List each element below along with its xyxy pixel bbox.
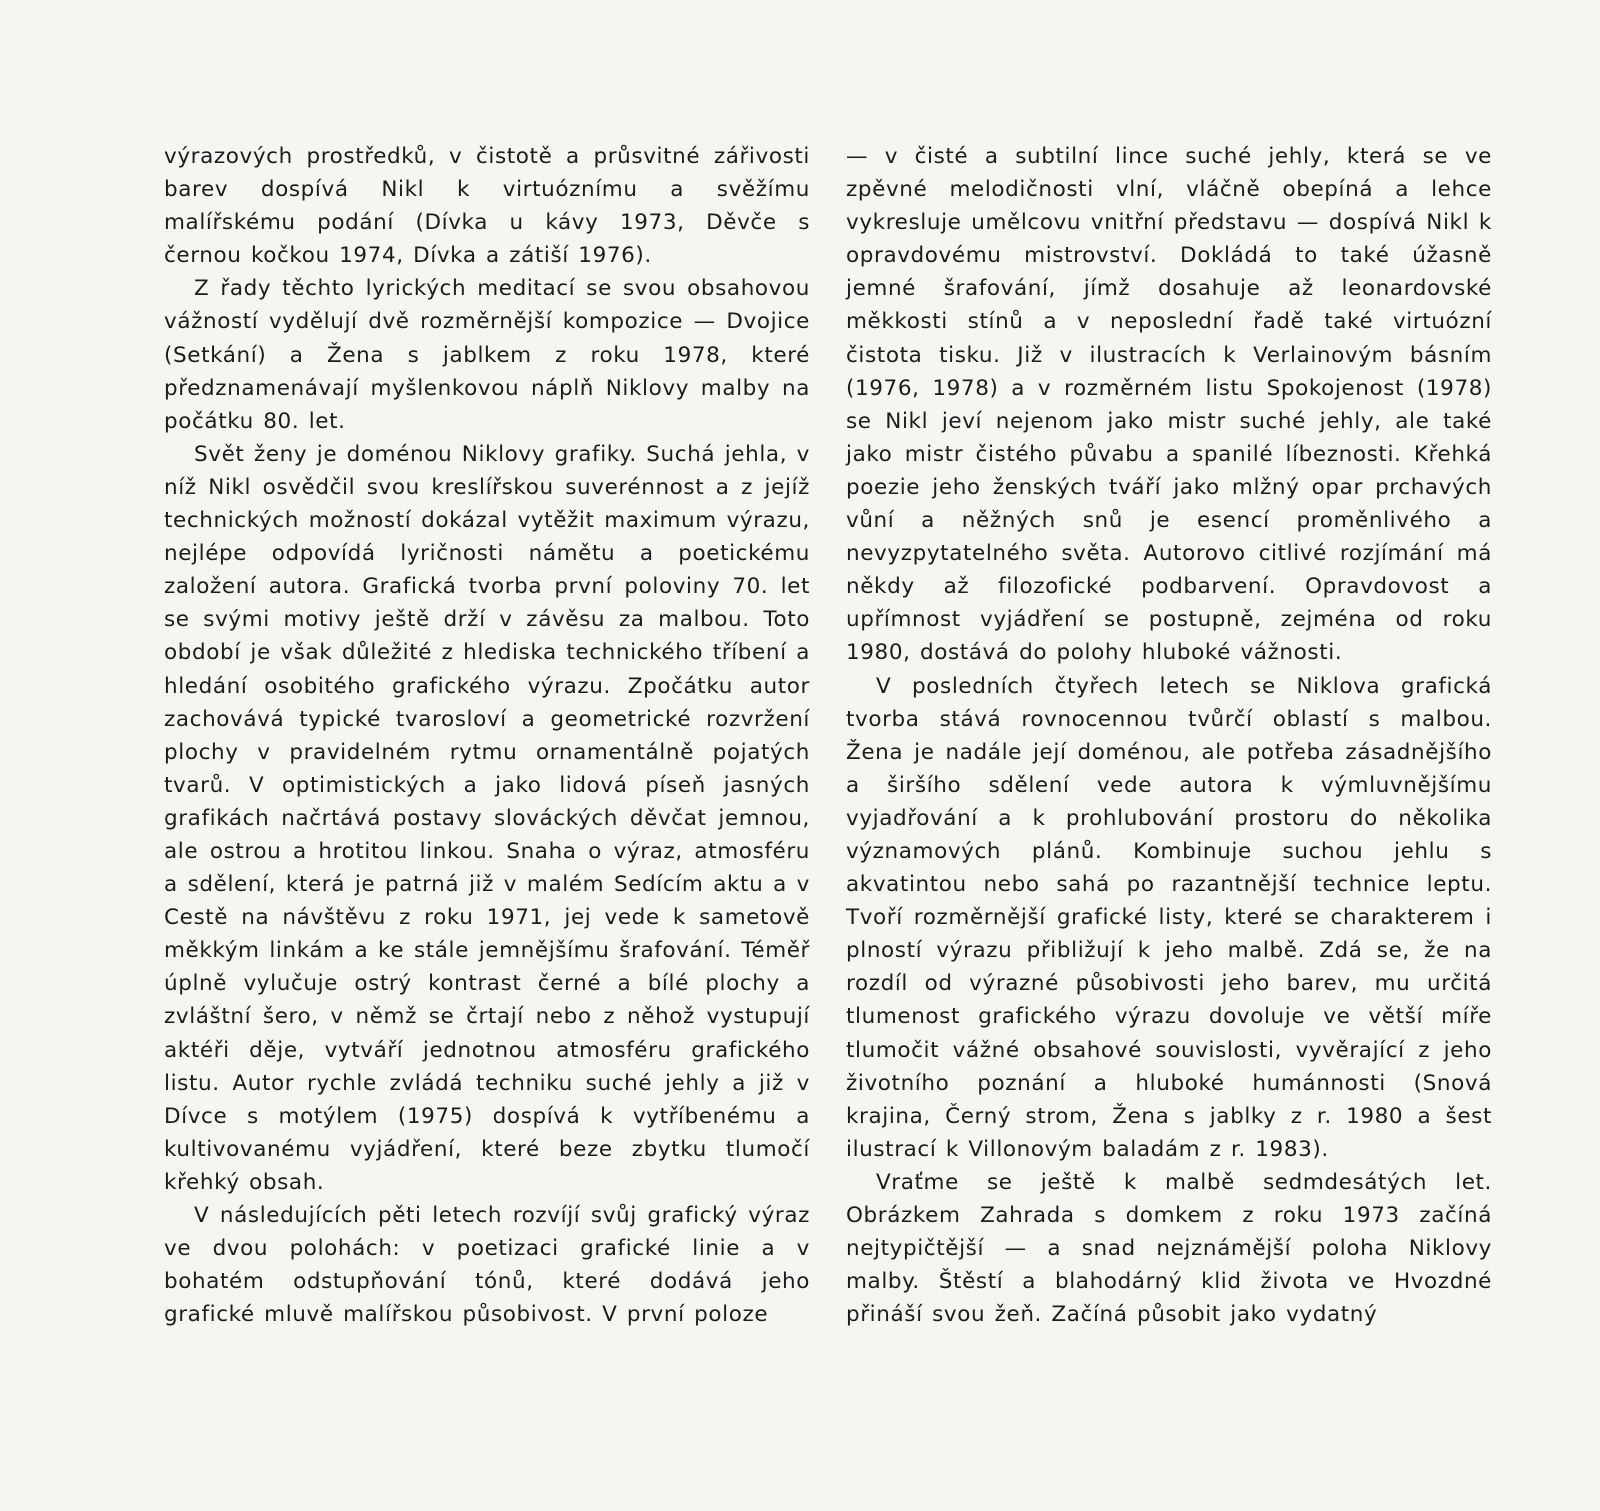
paragraph: Z řady těchto lyrických meditací se svou obsahovou vážností vydělují dvě rozměrnější kompozice — Dvojice (Setkání) a Žena s jablkem z roku 1978, které předznamenávají myšlenkovou náplň Niklovy malby na počátku 80. let.	[164, 276, 810, 434]
paragraph: — v čisté a subtilní lince suché jehly, která se ve zpěvné melodičnosti vlní, vláčně obepíná a lehce vykresluje umělcovu vnitřní představu — dospívá Nikl k opravdovému mistrovství. Dokládá to také úžasně jemné šrafování, jímž dosahuje až leonardovské měkkosti stínů a v neposlední řadě také virtuózní čistota tisku. Již v ilustracích k Verlainovým básním (1976, 1978) a v rozměrném listu Spokojenost (1978) se Nikl jeví nejenom jako mistr suché jehly, ale také jako mistr čistého půvabu a spanilé líbeznosti. Křehká poezie jeho ženských tváří jako mlžný opar prchavých vůní a něžných snů je esencí proměnlivého a nevyzpytatelného světa. Autorovo citlivé rozjímání má někdy až filozofické podbarvení. Opravdovost a upřímnost vyjádření se postupně, zejména od roku 1980, dostává do polohy hluboké vážnosti.	[846, 144, 1492, 666]
paragraph: V následujících pěti letech rozvíjí svůj grafický výraz ve dvou polohách: v poetizaci grafické linie a v bohatém odstupňování tónů, které dodává jeho grafické mluvě malířskou působivost. V první poloze	[164, 1203, 810, 1328]
paragraph: Svět ženy je doménou Niklovy grafiky. Suchá jehla, v níž Nikl osvědčil svou kreslířskou suverénnost a z jejíž technických možností dokázal vytěžit maximum výrazu, nejlépe odpovídá lyričnosti námětu a poetickému založení autora. Grafická tvorba první poloviny 70. let se svými motivy ještě drží v závěsu za malbou. Toto období je však důležité z hlediska technického tříbení a hledání osobitého grafického výrazu. Zpočátku autor zachovává typické tvarosloví a geometrické rozvržení plochy v pravidelném rytmu ornamentálně pojatých tvarů. V optimistických a jako lidová píseň jasných grafikách načrtává postavy slováckých děvčat jemnou, ale ostrou a hrotitou linkou. Snaha o výraz, atmosféru a sdělení, která je patrná již v malém Sedícím aktu a v Cestě na návštěvu z roku 1971, jej vede k sametově měkkým linkám a ke stále jemnějšímu šrafování. Téměř úplně vylučuje ostrý kontrast černé a bílé plochy a zvláštní šero, v němž se črtají nebo z něhož vystupují aktéři děje, vytváří jednotnou atmosféru grafického listu. Autor rychle zvládá techniku suché jehly a již v Dívce s motýlem (1975) dospívá k vytříbenému a kultivovanému vyjádření, které beze zbytku tlumočí křehký obsah.	[164, 441, 810, 1195]
paragraph: výrazových prostředků, v čistotě a průsvitné zářivosti barev dospívá Nikl k virtuóznímu a svěžímu malířskému podání (Dívka u kávy 1973, Děvče s černou kočkou 1974, Dívka a zátiší 1976).	[164, 144, 810, 269]
paragraph: Vraťme se ještě k malbě sedmdesátých let. Obrázkem Zahrada s domkem z roku 1973 začíná nejtypičtější — a snad nejznámější poloha Niklovy malby. Štěstí a blahodárný klid života ve Hvozdné přináší svou žeň. Začíná působit jako vydatný	[846, 1169, 1492, 1328]
text-column-right	[846, 140, 1492, 1331]
text-column-left	[164, 140, 810, 1331]
paragraph: V posledních čtyřech letech se Niklova grafická tvorba stává rovnocennou tvůrčí oblastí s malbou. Žena je nadále její doménou, ale potřeba zásadnějšího a širšího sdělení vede autora k výmluvnějšímu vyjadřování a k prohlubování prostoru do několika významových plánů. Kombinuje suchou jehlu s akvatintou nebo sahá po razantnější technice leptu. Tvoří rozměrnější grafické listy, které se charakterem i plností výrazu přibližují k jeho malbě. Zdá se, že na rozdíl od výrazné působivosti jeho barev, mu určitá tlumenost grafického výrazu dovoluje ve větší míře tlumočit vážné obsahové souvislosti, vyvěrající z jeho životního poznání a hluboké humánnosti (Snová krajina, Černý strom, Žena s jablky z r. 1980 a šest ilustrací k Villonovým baladám z r. 1983).	[846, 673, 1492, 1162]
